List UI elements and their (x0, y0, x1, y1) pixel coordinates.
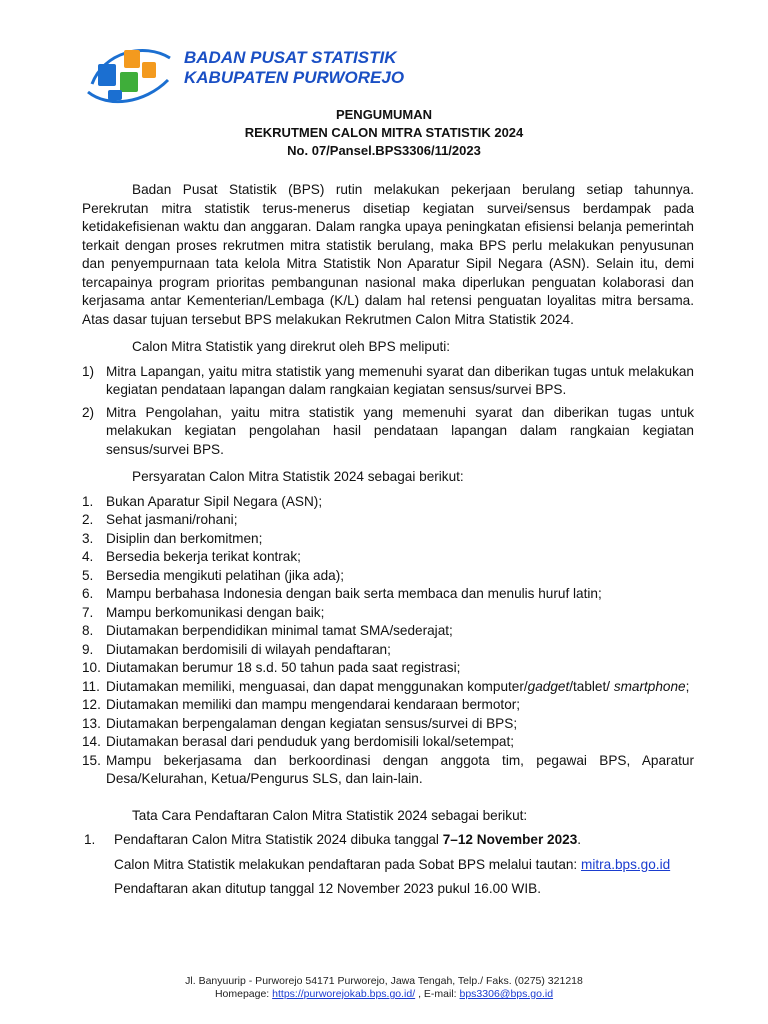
list-text (106, 678, 694, 697)
title-line-3: No. 07/Pansel.BPS3306/11/2023 (287, 143, 481, 158)
list-item (82, 733, 694, 752)
list-text: Diutamakan berpendidikan minimal tamat SMA/sederajat; (106, 623, 453, 638)
email-link[interactable]: bps3306@bps.go.id (459, 988, 554, 1000)
list-item (82, 567, 694, 586)
document-body (82, 181, 694, 905)
list-number: 2. (82, 512, 94, 527)
list-item (82, 363, 694, 400)
list-number: 10. (82, 660, 101, 675)
list-text: Mitra Pengolahan, yaitu mitra statistik yang memenuhi syarat dan diberikan tugas untuk melakukan kegiatan pengolahan hasil pendataan lapangan dalam rangkaian kegiatan sensus/survei BPS. (106, 404, 694, 457)
logo-block-blue-2 (108, 90, 122, 100)
registration-link-text: Calon Mitra Statistik melakukan pendaftaran pada Sobat BPS melalui tautan: (114, 856, 581, 872)
list-item (82, 511, 694, 530)
list-item (82, 715, 694, 734)
registration-line-2 (114, 856, 694, 875)
homepage-label: Homepage: (214, 988, 273, 1000)
registration-open-text: Pendaftaran Calon Mitra Statistik 2024 dibuka tanggal (114, 832, 443, 847)
list-item (82, 678, 694, 697)
list-text: Mampu bekerjasama dan berkoordinasi dengan anggota tim, pegawai BPS, Aparatur Desa/Kelurahan, Ketua/Pengurus SLS, dan lain-lain. (106, 752, 694, 786)
list-text: Disiplin dan berkomitmen; (106, 530, 263, 546)
list-item (82, 622, 694, 641)
list-number: 3. (82, 530, 94, 546)
list-number: 7. (82, 604, 94, 620)
registration-item (82, 831, 694, 905)
list-text: Sehat jasmani/rohani; (106, 512, 238, 527)
list-text: Bersedia bekerja terikat kontrak; (106, 549, 301, 564)
title-line-1: PENGUMUMAN (335, 107, 433, 122)
organization-name (184, 48, 404, 88)
list-text: Diutamakan memiliki dan mampu mengendarai kendaraan bermotor; (106, 697, 521, 712)
list-text: Diutamakan berpengalaman dengan kegiatan sensus/survei di BPS; (106, 715, 518, 731)
list-number: 9. (82, 641, 94, 657)
homepage-link[interactable]: https://purworejokab.bps.go.id/ (272, 988, 416, 1000)
intro-paragraph: Badan Pusat Statistik (BPS) rutin melakukan pekerjaan berulang setiap tahunnya. Perekrutan mitra statistik terus-menerus disetiap kegiatan survei/sensus berdampak pada ketidakefisienan waktu dan anggaran. Dalam rangka upaya peningkatan efisiensi belanja pemerintah terkait dengan proses rekrutmen mitra statistik berulang, maka BPS perlu melakukan penyusunan dan penyempurnaan tata kelola Mitra Statistik Non Aparatur Sipil Negara (ASN). Selain itu, demi tercapainya program prioritas pembangunan nasional maka diperlukan penguatan kolaborasi dan kerjasama antar Kementerian/Lembaga (K/L) dalam hal retensi penguatan loyalitas mitra bersama. Atas dasar tujuan tersebut BPS melakukan Rekrutmen Calon Mitra Statistik 2024. (82, 182, 694, 327)
list-number: 1. (82, 493, 94, 509)
list-number: 6. (82, 586, 94, 601)
list-item (82, 585, 694, 604)
registration-line-1 (114, 831, 694, 850)
list-text: Mitra Lapangan, yaitu mitra statistik yang memenuhi syarat dan diberikan tugas untuk melakukan kegiatan pendataan lapangan dalam rangkaian kegiatan sensus/survei BPS. (106, 363, 694, 397)
list-item (82, 604, 694, 623)
item11-text-after: ; (685, 678, 690, 694)
item11-gadget: gadget (527, 678, 570, 694)
email-label: , E-mail: (415, 988, 460, 1000)
page-footer (0, 975, 768, 1001)
registration-lead: Tata Cara Pendaftaran Calon Mitra Statistik 2024 sebagai berikut: (132, 807, 528, 823)
registration-line-3: Pendaftaran akan ditutup tanggal 12 November 2023 pukul 16.00 WIB. (114, 881, 541, 896)
list-number: 1) (82, 363, 95, 379)
list-text: Bersedia mengikuti pelatihan (jika ada); (106, 567, 345, 583)
footer-contacts (0, 988, 768, 1001)
list-text: Bukan Aparatur Sipil Negara (ASN); (106, 493, 323, 509)
types-lead: Calon Mitra Statistik yang direkrut oleh BPS meliputi: (132, 339, 451, 354)
item11-text-mid: /tablet/ (569, 678, 614, 694)
list-number: 1. (84, 832, 96, 847)
registration-dates: 7–12 November 2023 (442, 832, 578, 847)
list-item (82, 752, 694, 789)
list-number: 11. (82, 678, 100, 694)
list-item (82, 659, 694, 678)
item11-text-before: Diutamakan memiliki, menguasai, dan dapat menggunakan komputer/ (106, 678, 528, 694)
list-number: 15. (82, 752, 101, 768)
list-item (82, 548, 694, 567)
title-line-2: REKRUTMEN CALON MITRA STATISTIK 2024 (244, 125, 524, 140)
requirements-lead: Persyaratan Calon Mitra Statistik 2024 sebagai berikut: (132, 469, 464, 484)
list-item (82, 641, 694, 660)
item11-smartphone: smartphone (613, 678, 686, 694)
list-item (82, 696, 694, 715)
announcement-title (0, 106, 768, 160)
registration-text (114, 831, 694, 905)
footer-address: Jl. Banyuurip - Purworejo 54171 Purworejo, Jawa Tengah, Telp./ Faks. (0275) 321218 (185, 975, 583, 987)
bps-logo (84, 40, 174, 110)
mitra-link[interactable]: mitra.bps.go.id (581, 856, 671, 872)
logo-block-blue (98, 64, 116, 86)
list-item (82, 493, 694, 512)
list-number: 5. (82, 567, 94, 583)
list-number: 8. (82, 623, 94, 638)
list-item (82, 530, 694, 549)
list-text: Diutamakan berumur 18 s.d. 50 tahun pada saat registrasi; (106, 660, 461, 675)
list-number: 13. (82, 715, 101, 731)
list-number: 12. (82, 697, 101, 712)
list-text: Mampu berbahasa Indonesia dengan baik serta membaca dan menulis huruf latin; (106, 586, 602, 601)
list-item (82, 404, 694, 460)
org-line-1: BADAN PUSAT STATISTIK (184, 48, 397, 67)
logo-block-orange (124, 50, 140, 68)
list-number: 4. (82, 549, 94, 564)
org-line-2: KABUPATEN PURWOREJO (184, 68, 405, 87)
registration-period: . (577, 832, 582, 847)
list-number: 2) (82, 404, 95, 420)
logo-block-orange-2 (142, 62, 156, 78)
requirements-list (82, 493, 694, 789)
logo-block-green (120, 72, 138, 92)
list-text: Mampu berkomunikasi dengan baik; (106, 604, 325, 620)
list-text: Diutamakan berdomisili di wilayah pendaftaran; (106, 641, 391, 657)
list-number: 14. (82, 734, 101, 749)
list-text: Diutamakan berasal dari penduduk yang berdomisili lokal/setempat; (106, 734, 515, 749)
